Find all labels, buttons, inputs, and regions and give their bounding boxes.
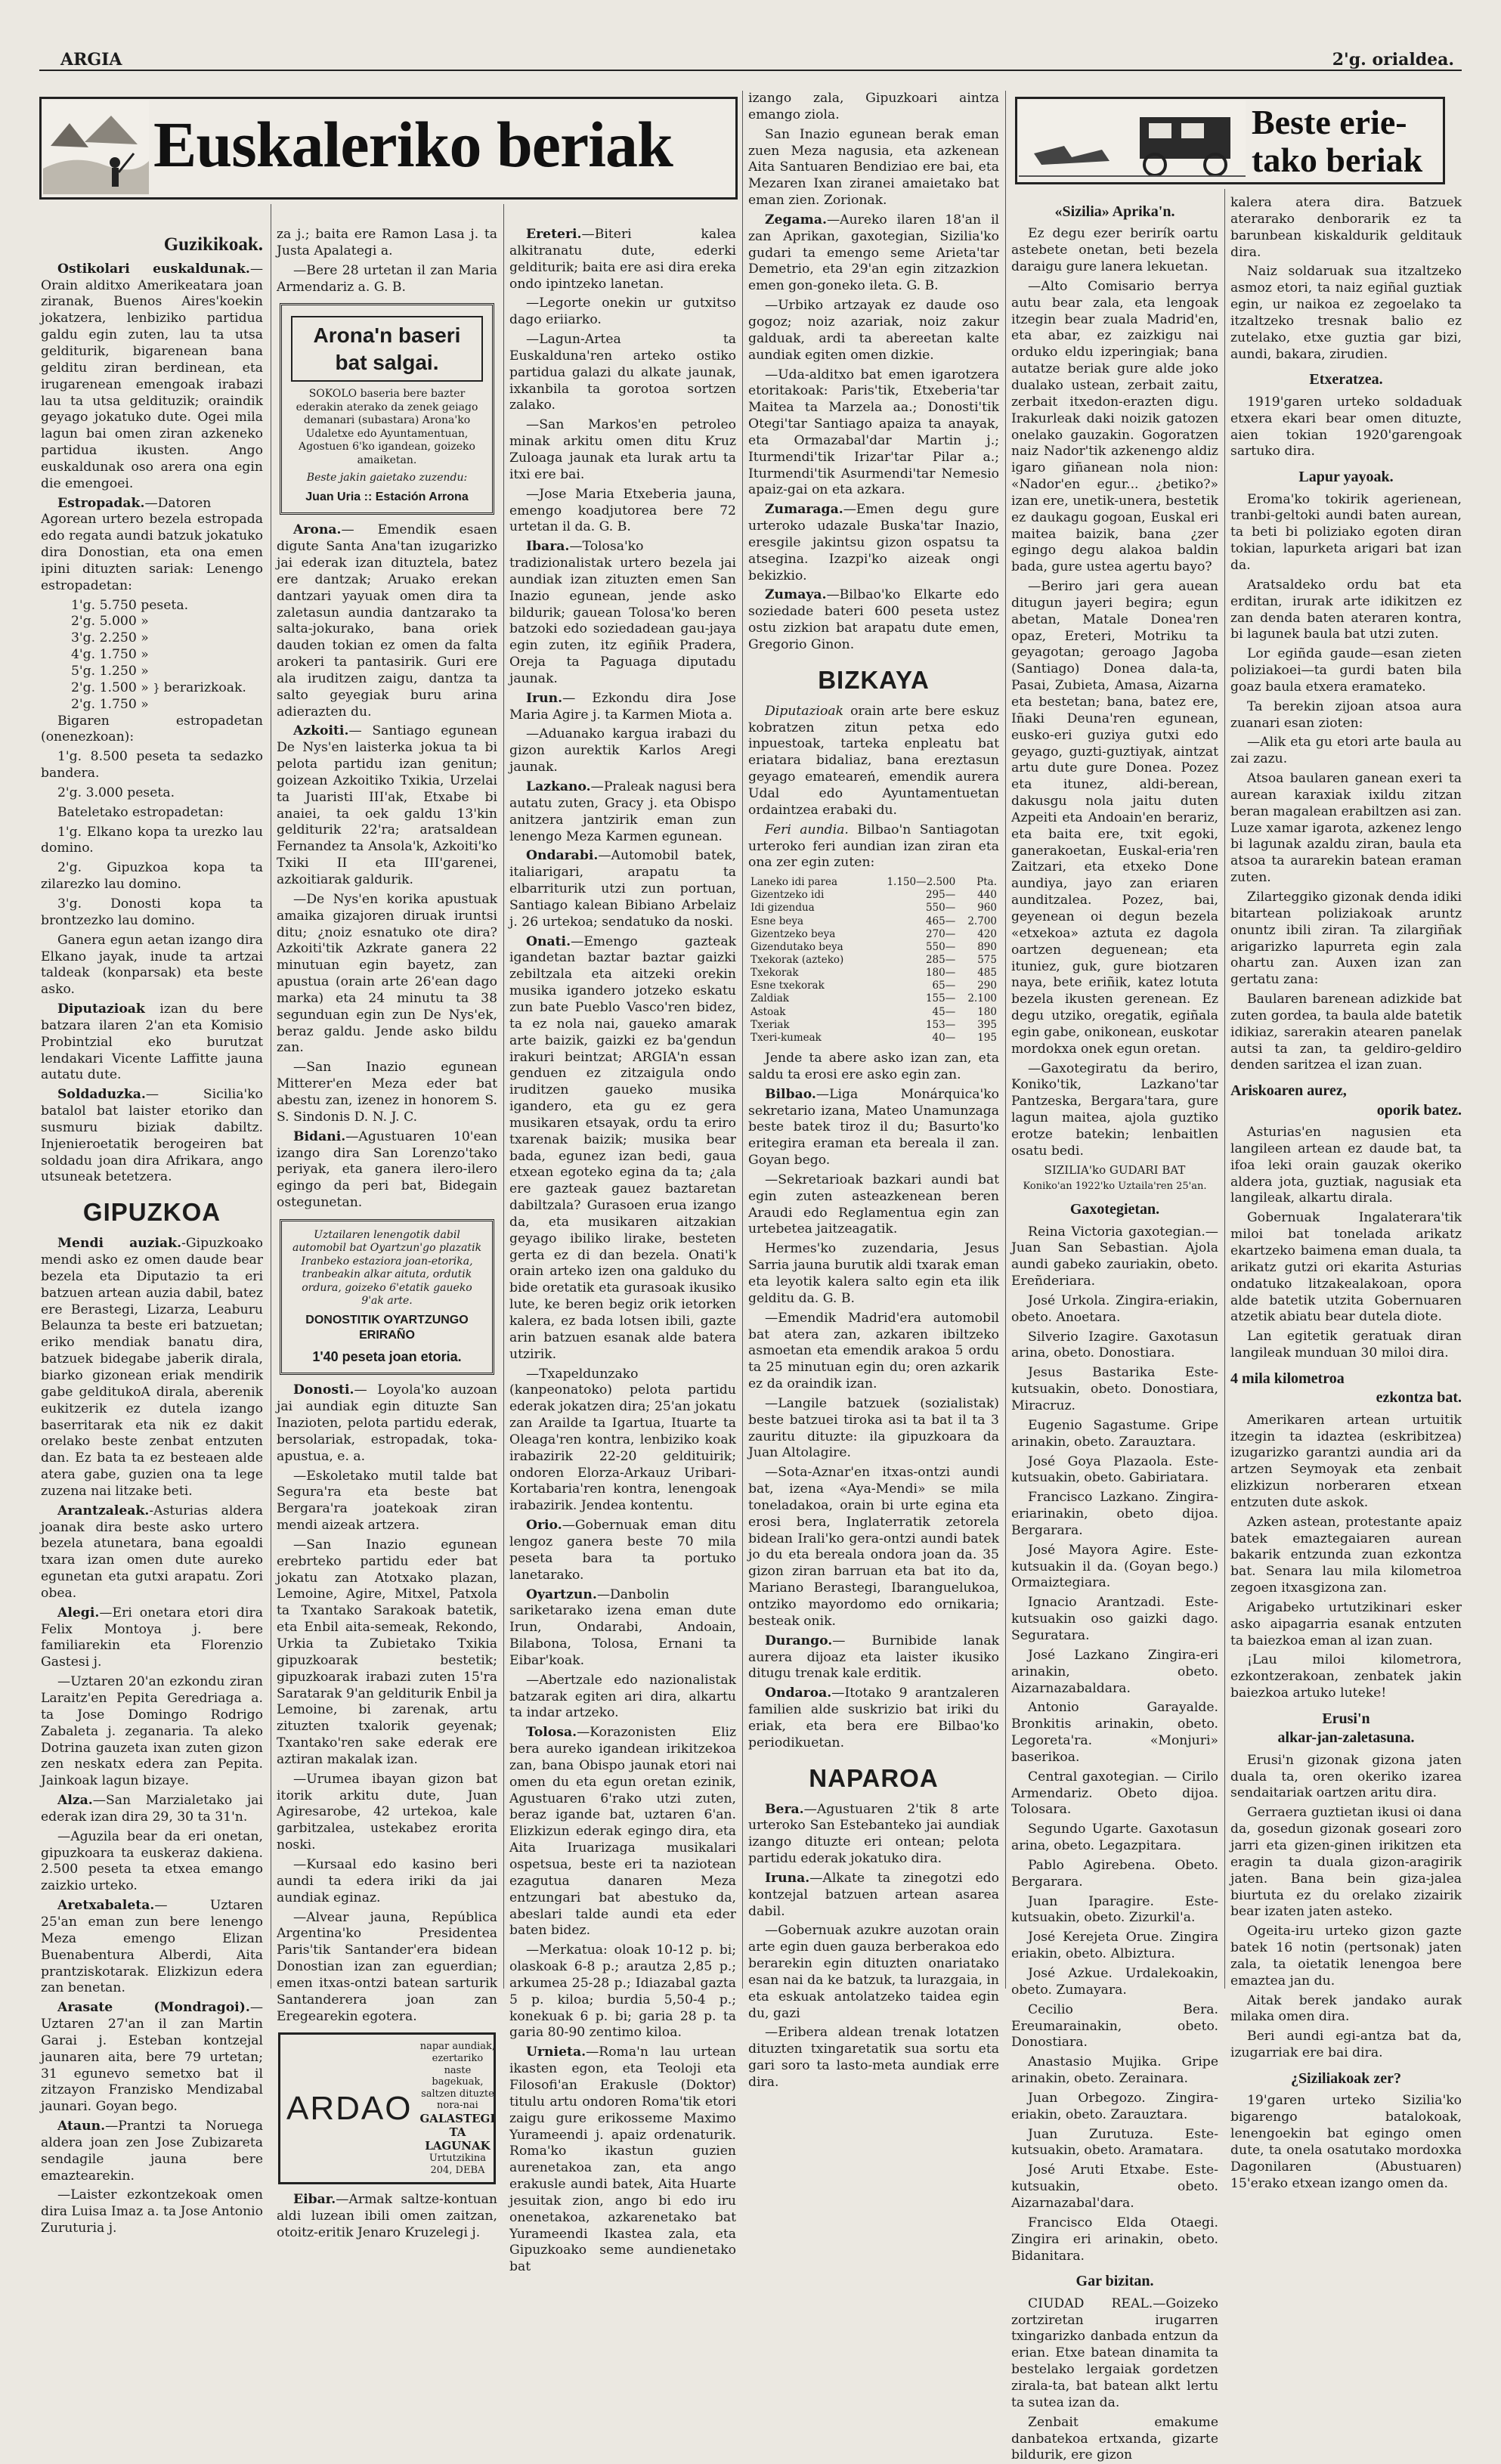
article-text: —Agustuaren 10'ean izango dira San Lorenzo'tako periyak, eta ganera ilero-ilero egingo da peri bat, Bidegain ostegunetan.	[277, 1128, 497, 1211]
price-row-value: 40—	[932, 1031, 956, 1044]
article-text: —Aduanako kargua irabazi du gizon aurektik Karlos Aregi jaunak.	[509, 726, 736, 775]
article-text: Beri aundi egi-antza bat da, izugarriak ere bai dira.	[1230, 2029, 1462, 2061]
price-row-value: 65—	[932, 980, 956, 992]
masthead-title-left: Euskaleriko beriak	[153, 108, 673, 181]
article-lead: Diputazioak	[765, 703, 844, 719]
article-text: Bateletako estropadetan:	[57, 804, 224, 820]
article-text: CIUDAD REAL.—Goizeko zortziretan irugarren txingarizko danbada entzun da erian. Etxe batean dinamita ta bestelako lergaiak gordetzen zirala-ta, bat batean alkt lertu ta sutea izan da.	[1011, 2295, 1218, 2410]
article-lead: Zumaraga.	[765, 502, 843, 518]
article-text: — Ezkondu dira Jose Maria Agire j. ta Karmen Miota a.	[509, 690, 736, 723]
section-heading: Erusi'n	[1322, 1710, 1370, 1727]
article-lead: Eibar.	[293, 2192, 336, 2208]
article-lead: Ondarabi.	[526, 848, 599, 864]
advertisement-oyartzun-bus	[280, 1219, 494, 1375]
article-text: Bilbao'n Santiagotan urteroko feri aundian izan ziran eta ona zer egin zuten:	[748, 822, 1000, 871]
price-row	[748, 1006, 999, 1019]
article-text: —Alvear jauna, República Argentina'ko Presidentea Paris'tik Santander'era bidean Donostian izan zan eguerdian; emen itxas-ontzi batean sarturik Santanderera joan zan Eregearekin egotera.	[277, 1909, 497, 2024]
article-text: Bigaren estropadetan (onenezkoan):	[41, 713, 263, 745]
article-text: —Gaxotegiratu da beriro, Koniko'tik, Lazkano'tar Pantzeska, Bergara'tara, gure lagun maitea, ajola guztiko erotze batekin; lenbaitlen osatu bedi.	[1011, 1060, 1218, 1159]
article-text: —Uztaren 20'an ezkondu ziran Laraitz'en Pepita Geredriaga a. ta Jose Domingo Rodrigo Zabaleta j. zeganaria. Ta aleko Dotrina gauzeta ixan zuten gizon zen neskatx edera zan Pepita. Jainkoak lagun bizaye.	[41, 1674, 263, 1789]
article-text: —Sekretarioak bazkari aundi bat egin zuten asteazkenean beren Araudi edo Reglamentua egin zan urtebetea jaitzeagatik.	[748, 1172, 999, 1237]
section-heading: Etxeratzea.	[1309, 371, 1383, 388]
article-text: izan du bere batzara ilaren 2'an eta Komisio Probintzial eko burutzat lendakari Vicente Laffitte jauna autatu dute.	[41, 1001, 263, 1083]
article-text: 3'g. Donosti kopa ta brontzezko lau domino.	[41, 896, 263, 928]
section-heading-2: ezkontza bat.	[1376, 1389, 1462, 1407]
article-text: Juan Orbegozo. Zingira-eriakin, obeto. Zarauztara.	[1011, 2090, 1218, 2122]
article-lead: Durango.	[765, 1633, 833, 1648]
section-heading: Lapur yayoak.	[1298, 469, 1394, 486]
article-lead: Alegi.	[57, 1605, 100, 1620]
article-text: Jende ta abere asko izan zan, eta saldu ta erosi ere asko egin zan.	[748, 1051, 999, 1082]
article-text: —Urbiko artzayak ez daude oso gogoz; noiz azariak, noiz zakur galduak, ardi ta abereetan kalte aundiak egiten omen dizkie.	[748, 298, 999, 363]
section-heading: Guzikikoak.	[163, 234, 263, 255]
article-text: — Sicilia'ko batalol bat laister etoriko dan susmuru biziak dabiltz. Injenieroetatik berogeiren bat soldadu joan dira Afrikara, ango utsuneak betetzera.	[41, 1087, 263, 1185]
article-lead: Azkoiti.	[293, 723, 349, 739]
price-row-label: Txeriak	[750, 1018, 790, 1031]
livestock-price-table	[748, 876, 999, 1045]
price-row-label: Zaldiak	[750, 992, 789, 1005]
prize-item: 2'g. 1.750 »	[71, 696, 149, 712]
article-lead: Onati.	[526, 933, 571, 949]
section-heading: Ariskoaren aurez,	[1230, 1082, 1347, 1100]
price-row	[748, 1032, 999, 1045]
article-text: Pablo Agirebena. Obeto. Bergarara.	[1011, 1857, 1218, 1890]
article-text: —San Inazio egunean Mitterer'en Meza eder bat abestu zan, izenez in honorem S. S. Sindonis D. N. J. C.	[277, 1060, 497, 1125]
article-text: José Mayora Agire. Este-kutsuakin il da. (Goyan bego.) Ormaiztegiara.	[1011, 1542, 1218, 1591]
section-heading: ¿Siziliakoak zer?	[1290, 2069, 1402, 2087]
article-text: kalera atera dira. Batzuek aterarako denborarik ez ta barunbean kiskaldurik gelditauk dira.	[1230, 195, 1462, 260]
prize-item: 4'g. 1.750 »	[71, 647, 149, 663]
ad-contact-label: Beste jakin gaietako zuzendu:	[306, 472, 468, 484]
price-row-value: 890	[977, 940, 997, 953]
article-text: —Lagun-Artea ta Euskalduna'ren arteko ostiko partidua galazi du alkate jaunak, ixkanbila ta gorotoa sortzen zalako.	[509, 332, 736, 413]
article-text: 2'g. Gipuzkoa kopa ta zilarezko lau domino.	[41, 860, 263, 893]
section-heading: Gaxotegietan.	[1069, 1201, 1160, 1218]
article-lead: Estropadak.	[57, 495, 145, 511]
article-text: Naiz soldaruak sua itzaltzeko asmoz etori, ta naiz egiñal guztiak egin, ur naikoa ez zegoelako ta itzaltzeko tresnak balio ez zutelako, etxe guztia gar bizi, aundi, bakara, zirudien.	[1230, 264, 1462, 362]
article-text: Francisco Elda Otaegi. Zingira eri arinakin, obeto. Bidanitara.	[1011, 2215, 1218, 2264]
price-row-label: Txeri-kumeak	[750, 1031, 822, 1044]
price-row-label: Gizentzeko idi	[750, 889, 825, 902]
article-text: Gerraera guztietan ikusi oi dana da, gosedun gizonak goseari zoro jarri eta gizen-ginen irikitzen eta eragin ta duala gizon-aragirik jaten. Bana bein giza-jalea biurtuta ez du orelako zizairik bear izaten jaten asteko.	[1230, 1805, 1462, 1920]
article-lead: Ereteri.	[526, 227, 582, 242]
price-row-value: 2.100	[967, 992, 997, 1005]
price-row-value: 290	[977, 980, 997, 992]
section-heading: «Sizilia» Aprika'n.	[1054, 203, 1175, 220]
article-lead: Lazkano.	[526, 779, 591, 794]
article-lead: Oyartzun.	[526, 1586, 597, 1602]
prize-item: 2'g. 1.500 » } berarizkoak.	[71, 679, 246, 695]
article-lead: Tolosa.	[526, 1725, 577, 1741]
article-text: -Asturias aldera joanak dira beste asko urtero bezela atunetara, bana egoaldi txara izan omen dute aureko egunetan eta gutxi arapatu. Zori obea.	[41, 1503, 263, 1601]
article-lead: Alza.	[57, 1793, 93, 1809]
article-lead: Feri aundia.	[765, 822, 849, 837]
article-text: — Uztaren 25'an eman zun bere lenengo Meza emengo Elizan Buenabentura Alberdi, Aita prantziskotarak. Elizkizun edera zan benetan.	[41, 1898, 263, 1996]
article-text: Amerikaren artean urtuitik itzegin ta idaztea (eskribitzea) izugarizko garantzi aundia ari da artzen Seymoyak eta zenbait elizkizun norberaren etxean entzuten dute askok.	[1230, 1412, 1462, 1510]
price-row	[748, 1019, 999, 1032]
price-row	[748, 928, 999, 941]
article-text: —Alto Comisario berrya autu bear zala, eta lengoak itzegin bear zuala Madrid'en, eta abar, ez zaizkigu nai orduko eldu izperingiak; bana autatze beriak gure alde joko dualako ustean, zerbait zaitu, zerbait itxedon-erazten digu. Irakurleak daki noizik gatozen onelako gauzakin. Gogoratzen naiz Nador'tik azkenengo aldiz igaro giñanean nola nion: «Nador'en egur... ¿betiko?» izan ere, unetik-unera, bestetik ez daukagu gogoan, Euskal eri maitea baizik, bana ¿zer egingo degu alakoa baldin bada, gure ustea agertu bayo?	[1011, 278, 1218, 575]
signature-date: Koniko'an 1922'ko Uztaila'ren 25'an.	[1023, 1180, 1207, 1192]
article-text: Juan Zurutuza. Este-kutsuakin, obeto. Aramatara.	[1011, 2126, 1218, 2159]
article-text: Baularen barenean adizkide bat zuten gordea, ta baula alde batetik idikiaz, sarerakin atearen panelak autsi ta zan, ta geldiro-geldiro denden saritzea el izan zuan.	[1230, 992, 1462, 1073]
article-text: —Eribera aldean trenak lotatzen dituzten txingaretatik sua sortu eta gari soro ta lasto-meta aundiak erre dira.	[748, 2025, 999, 2091]
article-text: ¡Lau miloi kilometrora, ezkontzerakoan, zenbatek jakin baiezkoa artuko luteke!	[1230, 1652, 1462, 1701]
article-text: —San Inazio egunean erebrteko partidu eder bat jokatu zan Atotxako plazan, Lemoine, Agire, Mitxel, Patxola ta Txantako Sarakoak batetik, eta Enbil aita-semeak, Rekondo, Urkia ta Zubietako Txikia gipuzkoarak bestetik; gipuzkoarak irabazi zuten 15'ra Saratarak 9'an gelditurik Enbil ja Lemoine, bi zarenak, artu zituzten txalorik geyenak; Txantako'ren sake ederak ere aztiran makalak izan.	[277, 1537, 497, 1767]
article-text: —Korazonisten Eliz bera aureko igandean irikitzekoa zan, bana Obispo jaunak etori nai omen du eta egun oretan ezinik, Agustuaren 6'rako utzi zuten, beraz igande bat, uztaren 6'an. Elizkizun ederak egingo dira, eta Aita Iruarizaga musikalari ospetsua, beste eri ta naziotean ezagutua danaren Meza entzungari bat abestuko da, abeslari talde aundi eta eder baten bidez.	[509, 1725, 736, 1939]
prize-list	[41, 598, 263, 714]
article-text: —Emendik Madrid'era automobil bat atera zan, azkaren ibiltzeko asmoetan eta emendik arakoa 5 ordu ta 25 minutuan egin du; oren azkarik ez da oraindik izan.	[748, 1310, 999, 1392]
price-row-value: 295—	[925, 889, 956, 902]
article-text: —Laister ezkontzekoak omen dira Luisa Imaz a. ta Jose Antonio Zuruturia j.	[41, 2187, 263, 2236]
masthead-beste-erietako	[1015, 97, 1445, 184]
column-6	[1230, 195, 1462, 2191]
price-row	[748, 992, 999, 1005]
price-row	[748, 876, 999, 889]
signature: SIZILIA'ko GUDARI BAT	[1044, 1162, 1186, 1177]
prize-item: 5'g. 1.250 »	[71, 664, 149, 679]
masthead-title-right-1: Beste erie-	[1252, 103, 1407, 141]
price-row	[748, 889, 999, 902]
article-text: —Itotako 9 arantzaleren familien alde suskrizio bat iriki du eriak, eta bera ere Bilbao'ko periodikuetan.	[748, 1685, 999, 1750]
article-text: —Uztaren 27'an il zan Martin Garai j. Esteban kontzejal jaunaren aita, bere 79 urtetan; 31 egunevo semetxo bat il zitzayon Franzisko Mendizabal jaunari. Goyan bego.	[41, 2000, 263, 2115]
article-text: — Santiago egunean De Nys'en laisterka jokua ta bi pelota partidu izan genitun; goizean Azkoitiko Txikia, Urzelai ta Juaristi III'ak, Etxabe bi anaiei, ta oek galdu 13'kin gelditurik 22'ra; aratsaldean Fernandez ta Ansola'k, Azkoiti'ko Txiki II eta III'garenei, azkoitiarak galdurik.	[277, 723, 497, 887]
article-text: Hermes'ko zuzendaria, Jesus Sarria jauna burutik aldi txarak eman eta leyotik kalera salto egin eta ilik gelditu da. G. B.	[748, 1241, 999, 1306]
article-text: —Bilbao'ko Elkarte edo soziedade bateri 600 peseta ustez ostu zizkion bat arapatu dute emen, Gregorio Ginon.	[748, 587, 999, 652]
article-text: —Liga Monárquica'ko sekretario izana, Mateo Unamunzaga beste batek tiroz il du; Basurto'ko eritegira eraman eta bereala il zan. Goyan bego.	[748, 1086, 999, 1169]
article-text: Eugenio Sagastume. Gripe arinakin, obeto. Zarauztara.	[1011, 1417, 1218, 1450]
article-text: — Emendik esaen digute Santa Ana'tan izugarizko jai ederak izan dituztela, batez ere dantzak; Aruako erekan dantzari yayuak omen dira ta zaletasun aundia dantzarako ta salta-jokurako, bana oriek dauden tokian ez omen da falta arokeri ta pantasirik. Guri ere ala iruditzen zaigu, dantza ta salto geyegiak buru arina adierazten du.	[277, 522, 497, 720]
price-row-value: 960	[977, 902, 997, 915]
article-text: 19'garen urteko Sizilia'ko bigarengo batalokoak, lenengoekin bat egingo omen dute, ta onela osatutako mordoxka Dagonilaren (Abustuaren) 15'erako etxean izango omen da.	[1230, 2093, 1462, 2191]
article-lead: Diputazioak	[57, 1001, 145, 1017]
article-text: 1'g. Elkano kopa ta urezko lau domino.	[41, 824, 263, 856]
article-text: —San Markos'en petroleo minak arkitu omen ditu Kruz Zuloaga jaunak eta lurak artu ta itxi ere bai.	[509, 417, 736, 482]
article-text: orain arte bere eskuz kobratzen zitun petxa edo inpuestoak, tarteka enpleatu bat eriatara bidaliaz, bana ereztasun geyago emateareń, emendik aurera Udal edo Ayuntamentuetan ordaintzea erabaki du.	[748, 703, 999, 818]
article-text: José Aruti Etxabe. Este-kutsuakin, obeto. Aizarnazabal'dara.	[1011, 2162, 1218, 2211]
article-lead: Soldaduzka.	[57, 1087, 146, 1103]
article-text: —Legorte onekin ur gutxitso dago eriiarko.	[509, 296, 736, 328]
section-heading: Gar bizitan.	[1075, 2273, 1154, 2290]
ad-logo: ARDAO	[286, 2089, 413, 2127]
article-text: 1919'garen urteko soldaduak etxera ekari bear omen dituzte, aien tokian 1920'garengoak sartuko dira.	[1230, 394, 1462, 460]
article-text: Azken astean, protestante apaiz batek emaztegaiaren aurean bakarik entzunda zuan ezkontza bat. Senara lau mila kilometroa zegoen itxasgizona zan.	[1230, 1514, 1462, 1596]
article-text: —Abertzale edo nazionalistak batzarak egiten ari dira, alkartu ta indar artzeko.	[509, 1672, 736, 1721]
article-text: José Azkue. Urdalekoakin, obeto. Zumayara.	[1011, 1966, 1218, 1998]
section-heading: GIPUZKOA	[82, 1198, 221, 1227]
article-text: Atsoa baularen ganean exeri ta aurean karaxiak ixildu zitzan beran magalean erabiltzen asi zan. Luze xamar igarota, azkenez lengo bi lagunak azaldu ziran, baula eta atsoa ta aurarekin batean eraman zuten.	[1230, 771, 1462, 886]
article-text: Antonio Garayalde. Bronkitis arinakin, obeto. Legoreta'ra. «Monjuri» baserikoa.	[1011, 1700, 1218, 1765]
article-text: —Langile batzuek (sozialistak) beste batzuei tiroka asi ta bat il ta 3 zauritu dituzte: ila gipuzkoara da Juan Altolagire.	[748, 1395, 999, 1461]
price-row	[748, 902, 999, 915]
article-text: —Biteri kalea alkitranatu dute, ederki gelditurik; baita ere asi dira ereka ondo ipintzeko lanetan.	[509, 227, 736, 292]
article-text: Aratsaldeko ordu bat eta erditan, irurak arte idikitzen ez zan denda baten ateraren kontra, bi lagunek baula bat utzi zuten.	[1230, 577, 1462, 642]
price-row-label: Gizendutako beya	[750, 940, 843, 953]
ad-company: GALASTEGI TA LAGUNAK	[419, 2111, 496, 2153]
article-text: Erusi'n gizonak gizona jaten duala ta, oren okeriko izarea sendaitariak oartzen aritu dira.	[1230, 1752, 1462, 1801]
article-lead: Aretxabaleta.	[57, 1898, 155, 1914]
article-text: Asturias'en nagusien eta langileen artean ez daude bat, ta ifoa leki orain gauzak okeriko aldera jota, guztiak, nagusiak eta langileak, alkartu dirala.	[1230, 1125, 1462, 1206]
ad-title: Arona'n baseri bat salgai.	[291, 316, 483, 382]
masthead-title-right-2: tako beriak	[1252, 141, 1423, 179]
article-text: —Alkate ta zinegotzi edo kontzejal batzuen artean asarea dabil.	[748, 1870, 999, 1919]
article-lead: Mendi auziak.	[57, 1236, 182, 1252]
article-text: —Orain alditxo Amerikeatara joan ziranak, Buenos Aires'koekin jokatzera, lenbiziko partidua galdu egin zuten, lau ta utsa gelditurik, bigarenean bana gelditu ziran berdinean, eta irugarenean emengoak irabazi lau ta utsa geldituzik; oraindik geyago jokatuko dute. Ogei mila lagun bai omen ziran azkeneko partidua ikusten. Ango euskaldunak oso arera ona egin die emengoei.	[41, 261, 263, 491]
article-text: -Gipuzkoako mendi asko ez omen daude bear bezela eta Diputazio ta eri batzuen artean auzia dabil, batez ere Berastegi, Lizarza, Leaburu Belaunza ta beste eri batzuetan; eriko mendiak banatu dira, batzuek bidegabe jaberik dirala, biarko gizonean eriak mendirik gabe gelditukoA dirala, aberenik eukitzerik ez dutela izango baserritarak eta nik ez dakit orelako beste zenbat entzuten dan. Ez bata ta ez besteaen alde atera gabe, guzien ona ta lege zuzena nai litzake beti.	[41, 1236, 263, 1499]
article-lead: Ataun.	[57, 2119, 106, 2134]
article-lead: Donosti.	[293, 1382, 354, 1398]
price-row-value: 420	[977, 927, 997, 940]
article-text: —Uda-alditxo bat emen igarotzera etoritakoak: Paris'tik, Etxeberia'tar Maitea ta Marzela aa.; Donosti'tik Otegi'tar Santiago apaiza ta anayak, eta Ormazabal'dar Martin j.; Iturmendi'tik Irizar'tar Pilar a.; Iturmendi'tik Asurmendi'tar Nemesio apaiz-gai on eta azkara.	[748, 367, 999, 498]
price-row-value: 195	[977, 1031, 997, 1044]
article-text: Ignacio Arantzadi. Este-kutsuakin oso gaizki dago. Seguratara.	[1011, 1595, 1218, 1643]
price-row-value: 550—	[925, 902, 956, 915]
article-lead: Ondaroa.	[765, 1685, 832, 1701]
article-lead: Urnieta.	[526, 2045, 586, 2060]
ad-address: Urtutzikina 204, DEBA	[429, 2152, 486, 2176]
article-text: —Beriro jari gera auean ditugun jayeri begira; egun abetan, Matale Donea'ren opaz, Ereteri, Motriku ta geyagotan; geroago Jagoba (Santiago) Donea dala-ta, Pasai, Zubieta, Amasa, Aizarna eta bestetan; bana, batez ere, Iñaki Deuna'ren egunean, eusko-eri guziya gutxi edo geyago, guzti-guztiyak, aintzat artu dute gure Donea. Pozez eta itunez, aldi-berean, dakusgu nola jaitu duten Azpeiti eta Andoain'en berariz, eta baita ere, txit egoki, ganerakoetan, Euskal-eria'ren Zaitzari, eta etxeko Done aundiya, jayo zan eriaren aunditzalea. Pozez, bai, geyenean oi degun bezela «etxekoa» aztuta ez dagola oartzen deguenean; eta ituniez, guk, gure biotzaren naya, bete eriñik, katez lotuta bezela ikusten gerenean. Ez degu utziko, oregatik, egiñala egin gabe, onikonean, euskotar mordokxa onek egun oretan.	[1011, 579, 1218, 1057]
article-text: za j.; baita ere Ramon Lasa j. ta Justa Apalategi a.	[277, 227, 497, 258]
price-row	[748, 954, 999, 967]
article-text: —Alik eta gu etori arte baula au zai zazu.	[1230, 735, 1462, 767]
newspaper-name: ARGIA	[60, 50, 122, 70]
article-text: —Gobernuak eman ditu lengoz ganera beste 70 mila peseta bara ta portuko lanetarako.	[509, 1518, 736, 1583]
price-row-value: 485	[977, 967, 997, 980]
prize-item: 2'g. 5.000 »	[71, 614, 149, 630]
masthead-illustration	[43, 101, 149, 194]
article-text: —Jose Maria Etxeberia jauna, emengo koadjutorea bere 72 urtetan il da. G. B.	[509, 486, 736, 535]
masthead-euskaleriko	[39, 97, 738, 200]
article-text: —Tolosa'ko tradizionalistak urtero bezela jai aundiak izan zituzten emen San Inazio egunean, jende asko bildurik; gauean Tolosa'ko beren batzoki edo soziedadean gau-jaya egin zuten, itz egiñik Pradera, Oreja ta Paguaga diputadu jaunak.	[509, 539, 736, 686]
price-row-value: 153—	[925, 1018, 956, 1031]
price-row-label: Esne txekorak	[750, 980, 825, 992]
article-text: Zilarteggiko gizonak denda idiki bitartean poliziakoak aruntz onuntz ibili ziran. Ta zilargiñak arigarizko lapurreta egin zala ohartu zan. Auxen izan zan gertatu zana:	[1230, 890, 1462, 988]
ad-text: SOKOLO baseria bere bazter ederakin aterako da zenek geiago demanari (subastara) Arona'ko Udaletxe edo Ayuntamentuan, Agostuen 6'ko igandean, goizeko amaiketan.	[296, 388, 478, 466]
article-text: —Datoren Agorean urtero bezela estropada edo regata aundi batzuk jokatuko dira Donostian, eta ona emen ipini dituzten sariak: Lenengo estropadetan:	[41, 495, 263, 593]
column-1	[41, 227, 263, 2236]
article-text: Eroma'ko tokirik agerienean, tranbi-geltoki aundi baten aurean, ta beti bi poliziako egoten diran tokian, lapurketa arigari bat izan da.	[1230, 491, 1462, 573]
price-row-label: Laneko idi parea	[750, 876, 838, 889]
section-heading: 4 mila kilometroa	[1230, 1370, 1345, 1387]
article-text: —Bere 28 urtetan il zan Maria Armendariz a. G. B.	[277, 262, 497, 295]
article-text: San Inazio egunean berak eman zuen Meza nagusia, eta azkenean Aita Santuaren Bendiziao ere bai, eta Mezaren Ixan ziranei amaietako bat eman zien. Zorionak.	[748, 126, 999, 209]
ad-text: napar aundiak, ezertariko naste bagekuak, saltzen dituzte nora-nai	[419, 2041, 496, 2112]
article-text: —Danbolin sariketarako izena eman dute Irun, Ondarabi, Andoain, Bilabona, Tolosa, Ernani ta Eibar'koak.	[509, 1586, 736, 1668]
prize-note: berarizkoak.	[163, 679, 246, 695]
article-text: 1'g. 8.500 peseta ta sedazko bandera.	[41, 749, 263, 782]
article-text: izango zala, Gipuzkoari aintza emango ziola.	[748, 91, 999, 122]
column-rule	[742, 91, 743, 1989]
article-text: —Armak saltze-kontuan aldi luzean ibili omen zaitzan, otoitz-eritik Jenaro Kruzelegi j.	[277, 2192, 497, 2240]
advertisement-arona	[280, 303, 494, 515]
article-text: —Agustuaren 2'tik 8 arte urteroko San Estebanteko jai aundiak izango dituzte eri ontean; pelota partidu ederak jokatuko dira.	[748, 1801, 999, 1867]
price-row-value: 465—	[925, 915, 956, 927]
price-row-label: Idi gizendua	[750, 902, 815, 915]
price-row-label: Astoak	[750, 1005, 786, 1018]
prize-item: 3'g. 2.250 »	[71, 630, 149, 646]
article-lead: Orio.	[526, 1518, 562, 1534]
price-row-value: 550—	[925, 940, 956, 953]
price-row-value: 285—	[925, 954, 956, 967]
price-row-label: Txekorak (azteko)	[750, 954, 844, 967]
article-text: Lor egiñda gaude—esan zieten poliziakoei—ta gurdi baten bila goaz baula etxera eramateko.	[1230, 646, 1462, 695]
article-text: Arigabeko urtutzikinari esker asko aipagarria esanak entzuten ta baiezkoa eman al izan zuan.	[1230, 1599, 1462, 1648]
article-lead: Arantzaleak.	[57, 1503, 150, 1518]
article-lead: Irun.	[526, 690, 563, 706]
article-text: Francisco Lazkano. Zingira-eriarinakin, obeto dijoa. Bergarara.	[1011, 1490, 1218, 1538]
article-text: Anastasio Mujika. Gripe arinakin, obeto. Zerainara.	[1011, 2054, 1218, 2087]
price-row-value: 180	[977, 1005, 997, 1018]
page-number: 2'g. orialdea.	[1332, 50, 1454, 70]
article-text: Central gaxotegian. — Cirilo Armendariz. Obeto dijoa. Tolosara.	[1011, 1769, 1218, 1818]
article-lead: Arona.	[293, 522, 342, 538]
article-text: Jesus Bastarika Este-kutsuakin, obeto. Donostiara, Miracruz.	[1011, 1365, 1218, 1414]
article-text: —Prantzi ta Noruega aldera joan zen Jose Zubizareta sendagile jauna bere emaztearekin.	[41, 2119, 263, 2184]
article-text: Aitak berek jandako aurak milaka omen dira.	[1230, 1992, 1462, 2025]
article-text: Ta berekin zijoan atsoa aura zuanari esan zioten:	[1230, 698, 1462, 731]
column-rule	[1005, 91, 1006, 1989]
article-lead: Ibara.	[526, 539, 570, 555]
price-row-value: 180—	[925, 967, 956, 980]
article-text: — Burnibide lanak aurera dijoaz eta laister ikusiko ditugu trenak kale erditik.	[748, 1633, 999, 1682]
section-heading: NAPAROA	[809, 1763, 939, 1792]
column-5	[1011, 195, 1218, 2463]
article-text: Juan Iparagire. Este-kutsuakin, obeto. Zizurkil'a.	[1011, 1893, 1218, 1926]
article-text: —Emengo gazteak igandetan baztar baztar gaizki zebiltzala eta aitzeki orekin musika igandero jotzeko eskatu zun bate Pueblo Vasco'ren bidez, ta ez nola nai, gaueko amarak arte baizik, gaizki ez ba'gendun irakuri beintzat; ARGIA'n essan genduen ez zitzaigula ondo iruditzen gaueko musika igandero, eta gu ez gera musikaren etsayak, ordu ta eriro txarenak baizik; musika bear bada, egunez izan bedi, gaua etxean egoteko egina da ta; ¿ala ere gazteak gauez baztaretan dabiltzala? Gurasoen erua izango da, eta musikaren aitzakian geyago ibiliko lirake, besteten gerta ez di dan bezela. Onati'k orain arteko izen ona galduko du bide oretatik eta gurasoak ikusiko lute, ke beren begiz orik ietorken kalera, ez bada lotsen ibili, gazte arin batzuen esanak alde batera utzirik.	[509, 933, 736, 1362]
price-row	[748, 980, 999, 992]
article-lead: Zegama.	[765, 212, 827, 228]
article-text: Reina Victoria gaxotegian.—Juan San Sebastian. Ajola aundi gabeko zauriakin, obeto. Ereñderiara.	[1011, 1224, 1218, 1289]
article-text: —Aguzila bear da eri onetan, gipuzkoara ta euskeraz dakiena. 2.500 peseta ta etxea emango zaizkio urteko.	[41, 1828, 263, 1894]
article-text: José Urkola. Zingira-eriakin, obeto. Anoetara.	[1011, 1292, 1218, 1325]
article-text: —Kursaal edo kasino beri aundi ta edera iriki da jai aundiak eginaz.	[277, 1856, 497, 1905]
column-rule	[1224, 189, 1225, 1989]
article-text: —Txapeldunzako (kanpeonatoko) pelota partidu ederak jokatzen dira; 25'an jokatu zan Arailde ta Igartua, Ituarte ta Oleaga'ren kontra, lenbiziko koak irabazirik 22-20 geldituirik; ondoren Elorza-Arkauz Uribari-Kortabaria'ren kontra, lenengoak irabazirik. Jendea kontentu.	[509, 1366, 736, 1514]
ad-text: Uztailaren lenengotik dabil automobil bat Oyartzun'go plazatik Iranbeko estaziora joan-etorika, tranbeakin alkar aituta, ordutik ordura, goizeko 6'etatik gaueko 9'ak arte.	[292, 1228, 482, 1308]
article-lead: Zumaya.	[765, 587, 827, 603]
article-lead: Iruna.	[765, 1870, 810, 1886]
price-row-label: Gizentzeko beya	[750, 927, 836, 940]
article-text: José Lazkano Zingira-eri arinakin, obeto. Aizarnazabaldara.	[1011, 1647, 1218, 1696]
price-row	[748, 941, 999, 954]
article-text: —Aureko ilaren 18'an il zan Aprikan, gaxotegian, Sizilia'ko gudari ta emengo seme Arieta'tar Demetrio, eta 29'an egin zitzazkion emen gon-goneko ileta. G. B.	[748, 212, 999, 294]
article-lead: Bera.	[765, 1801, 804, 1817]
column-rule	[503, 204, 504, 1989]
price-row-value: 270—	[925, 927, 956, 940]
article-text: —Merkatua: oloak 10-12 p. bi; olaskoak 6-8 p.; arautza 2,85 p.; arkumea 25-28 p.; Idiazabal gazta 5 p. kiloa; burdia 5,50-4 p.; konekuak 6 p. bi; garia 28 p. ta garia 80-90 zentimo kiloa.	[509, 1942, 736, 2041]
article-text: Ez degu ezer berirík oartu astebete onetan, beti bezela daraigu gure lanera lekuetan.	[1011, 226, 1218, 275]
ad-route: DONOSTITIK OYARTZUNGO ERIRAÑO	[305, 1313, 469, 1342]
price-row-value: 1.150—2.500	[887, 876, 956, 889]
article-text: —Eri onetara etori dira Felix Montoya j. bere familiarekin eta Florenzio Gastesi j.	[41, 1605, 263, 1670]
article-text: Ogeita-iru urteko gizon gazte batek 16 notin (pertsonak) jaten zala, ta oietatik lenengoa bere emaztea jan du.	[1230, 1924, 1462, 1989]
article-text: — Loyola'ko auzoan jai aundiak egin dituzte San Inazioten, pelota partidu ederak, bersolariak, estropadak, toka-apustua, e. a.	[277, 1382, 497, 1464]
price-row	[748, 915, 999, 928]
article-lead: Bidani.	[293, 1128, 346, 1144]
article-text: —De Nys'en korika apustuak amaika gizajoren diruak iruntsi ditu; ¿noiz esnatuko ote dira? Azkoiti'tik Azkrate ganera 22 minutuan egin bayetz, zan apustua (orain arte 26'ean dago marka) eta 24 minutu ta 38 segunduan egin zun De Nys'ek, beraz galdu. Jende asko bildu zan.	[277, 891, 497, 1056]
column-2	[277, 227, 497, 2240]
column-4	[748, 91, 1000, 2091]
price-row	[748, 967, 999, 980]
price-row-label: Txekorak	[750, 967, 799, 980]
article-text: —Gobernuak azukre auzotan orain arte egin duen gauza berberakoa edo berarekin egin dituzten onariatako esan nai da ke batzuk, ta lurazgaia, in eta eskuak antolatzeko taidea egin du, gazi	[748, 1923, 999, 2021]
article-text: Ganera egun aetan izango dira Elkano jayak, inude ta artzai taldeak (konparsak) eta beste asko.	[41, 932, 263, 998]
section-heading-2: alkar-jan-zaletasuna.	[1277, 1729, 1415, 1747]
masthead-illustration-stagecoach	[1019, 101, 1246, 179]
article-text: Cecilio Bera. Ereumarainakin, obeto. Donostiara.	[1011, 2001, 1218, 2051]
section-heading: BIZKAYA	[818, 665, 930, 694]
article-text: —Emen degu gure urteroko udazale Buska'tar Inazio, eresgile jakintsu gizon ospatsu ta atsegina. Izazpi'ko aizeak ongi bekizkio.	[748, 502, 999, 583]
article-text: 2'g. 3.000 peseta.	[57, 785, 175, 800]
price-row-value: 395	[977, 1018, 997, 1031]
article-text: —Automobil batek, italiarigari, arapatu ta elbarriturik utzi zun portuan, Santiago kalean Bibiano Arbelaiz j. 26 urtekoa; sendatuko da noski.	[509, 848, 736, 930]
article-text: —Sota-Aznar'en itxas-ontzi aundi bat, izena «Aya-Mendi» se mila toneladakoa, orain bi urte egina eta erosi bera, Inglaterratik zetorela bidean Irali'ko gera-ontzi aundi batek jo du eta bereala ondora joan da. 35 gizon ziran barruan eta bat ito da, Mariano Berastegi, Ibaranguelukoa, ontziko mayordomo edo ornikaria; besteak onik.	[748, 1465, 999, 1629]
price-row-label: Esne beya	[750, 915, 804, 927]
article-text: José Goya Plazaola. Este-kutsuakin, obeto. Gabiriatara.	[1011, 1453, 1218, 1486]
price-row-value: 575	[977, 954, 997, 967]
section-heading-2: oporik batez.	[1376, 1101, 1462, 1119]
page-header	[39, 47, 1462, 71]
article-text: Segundo Ugarte. Gaxotasun arina, obeto. Legazpitara.	[1011, 1822, 1218, 1854]
article-text: Silverio Izagire. Gaxotasun arina, obeto. Donostiara.	[1011, 1329, 1218, 1361]
article-text: Zenbait emakume danbatekoa ertxanda, gizarte bildurik, ere gizon	[1011, 2414, 1218, 2463]
price-row-value: 2.700	[967, 915, 997, 927]
article-text: Gobernuak Ingalaterara'tik miloi bat tonelada arikatz ekartzeko baimena eman duala, ta arikatz gutzi ori ekarita Asturias ondatuko litzakealakoan, opora alde batetik utzita Gobernuaren atzetik abiatu bear dutela diote.	[1230, 1210, 1462, 1325]
ad-price: 1'40 peseta joan etoria.	[312, 1348, 462, 1364]
prize-item: 1'g. 5.750 peseta.	[71, 597, 189, 613]
advertisement-ardao	[278, 2032, 496, 2184]
ad-contact: Juan Uria :: Estación Arrona	[305, 490, 469, 503]
article-lead: Arasate (Mondragoi).	[57, 2000, 250, 2016]
article-lead: Bilbao.	[765, 1086, 816, 1102]
article-text: —Praleak nagusi bera autatu zuten, Gracy j. eta Obispo anitzera jantzirik eman zun lenengo Meza Karmen egunean.	[509, 779, 736, 844]
article-text: —Roma'n lau urtean ikasten egon, eta Teoloji eta Filosofi'an Erakusle (Doktor) titulu artu ondoren Roma'tik etori zaigu gure erikosseme Maximo Yurameendi j. apaiz ordenaturik. Roma'ko ikastun guzien aurenetakoa zan, eta ango erakusle aundi batek, Aita Huarte jesuitak zion, ango bi edo iru onenetakoa, azkarenetako bat Yurameendi Ikastea zala, eta Gipuzkoako seme aundienetako bat	[509, 2045, 736, 2275]
price-row-value: Pta.	[976, 876, 997, 889]
column-3	[509, 227, 736, 2275]
price-row-value: 440	[977, 889, 997, 902]
article-text: Lan egitetik geratuak diran langileak munduan 30 miloi dira.	[1230, 1329, 1462, 1361]
price-row-value: 155—	[925, 992, 956, 1005]
price-row-value: 45—	[932, 1005, 956, 1018]
article-text: —San Marzialetako jai ederak izan dira 29, 30 ta 31'n.	[41, 1793, 263, 1825]
article-lead: Ostikolari euskaldunak.	[57, 261, 250, 277]
article-text: —Urumea ibayan gizon bat itorik arkitu dute, Juan Agiresarobe, 42 urtekoa, kale garbitzalea, ustekabez erorita noski.	[277, 1771, 497, 1853]
article-text: —Eskoletako mutil talde bat Segura'ra eta beste bat Bergara'ra joatekoak ziran mendi aizeak artzera.	[277, 1468, 497, 1534]
article-text: José Kerejeta Orue. Zingira eriakin, obeto. Albiztura.	[1011, 1930, 1218, 1962]
